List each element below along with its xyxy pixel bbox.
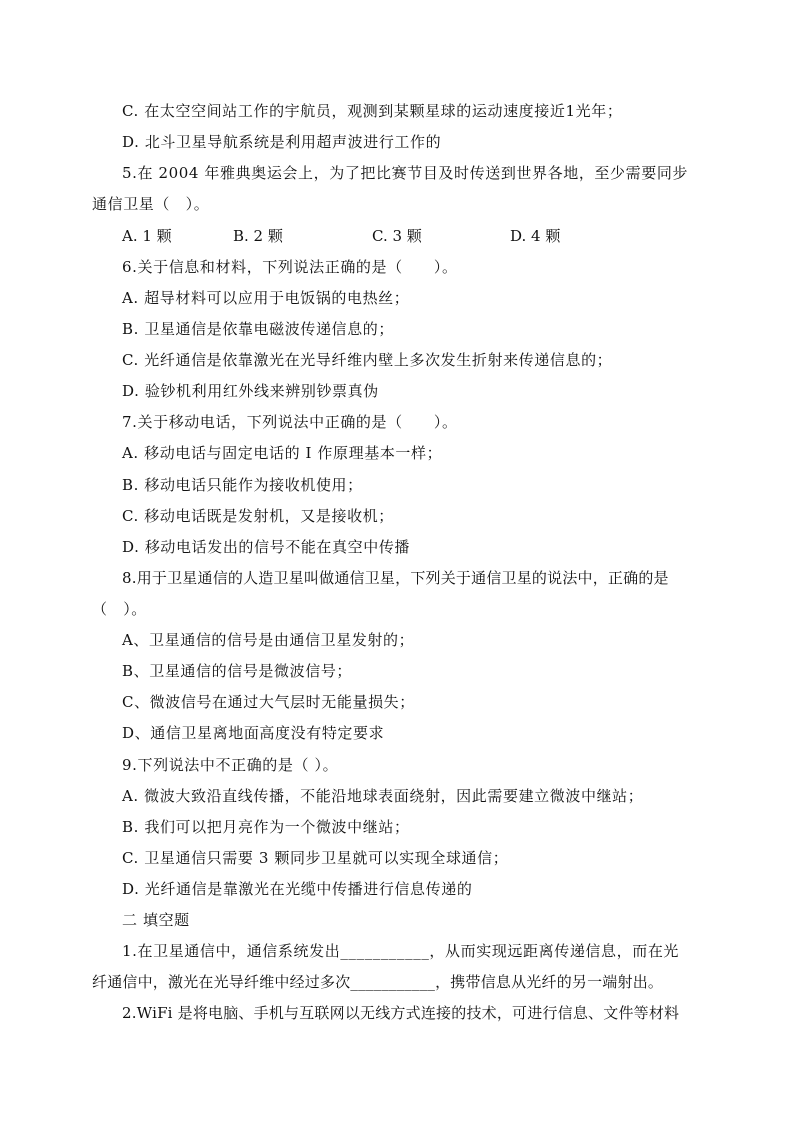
q9-option-a: A. 微波大致沿直线传播，不能沿地球表面绕射，因此需要建立微波中继站；	[122, 787, 644, 805]
q6-option-b: B. 卫星通信是依靠电磁波传递信息的；	[122, 320, 394, 338]
q7-option-b: B. 移动电话只能作为接收机使用；	[122, 476, 363, 494]
question-8-stem: 8.用于卫星通信的人造卫星叫做通信卫星，下列关于通信卫星的说法中，正确的是	[122, 569, 669, 587]
q6-option-d: D. 验钞机利用红外线来辨别钞票真伪	[122, 382, 379, 400]
q4-option-d: D. 北斗卫星导航系统是利用超声波进行工作的	[122, 133, 442, 151]
q5-option-d: D. 4 颗	[510, 227, 561, 245]
fill-question-1: 1.在卫星通信中，通信系统发出___________，从而实现远距离传递信息，而在光	[122, 942, 680, 960]
q8-option-c: C、微波信号在通过大气层时无能量损失；	[122, 693, 415, 711]
q5-option-c: C. 3 颗	[372, 227, 422, 245]
question-5-stem-cont: 通信卫星（ ）。	[92, 195, 210, 213]
q5-option-a: A. 1 颗	[122, 227, 172, 245]
q6-option-a: A. 超导材料可以应用于电饭锅的电热丝；	[122, 289, 410, 307]
q9-option-b: B. 我们可以把月亮作为一个微波中继站；	[122, 818, 410, 836]
q9-option-c: C. 卫星通信只需要 3 颗同步卫星就可以实现全球通信；	[122, 849, 509, 867]
question-5-stem: 5.在 2004 年雅典奥运会上，为了把比赛节目及时传送到世界各地，至少需要同步	[122, 164, 689, 182]
q7-option-d: D. 移动电话发出的信号不能在真空中传播	[122, 538, 411, 556]
q4-option-c: C. 在太空空间站工作的宇航员，观测到某颗星球的运动速度接近1光年；	[122, 102, 623, 120]
fill-question-1-cont: 纤通信中，激光在光导纤维中经过多次___________，携带信息从光纤的另一端射出。	[92, 973, 664, 991]
q5-option-b: B. 2 颗	[233, 227, 283, 245]
q8-option-b: B、卫星通信的信号是微波信号；	[122, 662, 353, 680]
q7-option-c: C. 移动电话既是发射机，又是接收机；	[122, 507, 394, 525]
question-6-stem: 6.关于信息和材料，下列说法正确的是（ ）。	[122, 258, 458, 276]
question-9-stem: 9.下列说法中不正确的是（ ）。	[122, 756, 339, 774]
fill-question-2: 2.WiFi 是将电脑、手机与互联网以无线方式连接的技术，可进行信息、文件等材料	[122, 1004, 680, 1022]
q7-option-a: A. 移动电话与固定电话的 I 作原理基本一样；	[122, 444, 443, 462]
section-heading-fill-in: 二 填空题	[122, 911, 190, 929]
q8-option-d: D、通信卫星离地面高度没有特定要求	[122, 724, 385, 742]
q6-option-c: C. 光纤通信是依靠激光在光导纤维内壁上多次发生折射来传递信息的；	[122, 351, 613, 369]
q8-option-a: A、卫星通信的信号是由通信卫星发射的；	[122, 631, 415, 649]
question-7-stem: 7.关于移动电话，下列说法中正确的是（ ）。	[122, 413, 458, 431]
question-8-stem-cont: （ ）。	[92, 600, 147, 618]
q9-option-d: D. 光纤通信是靠激光在光缆中传播进行信息传递的	[122, 880, 473, 898]
